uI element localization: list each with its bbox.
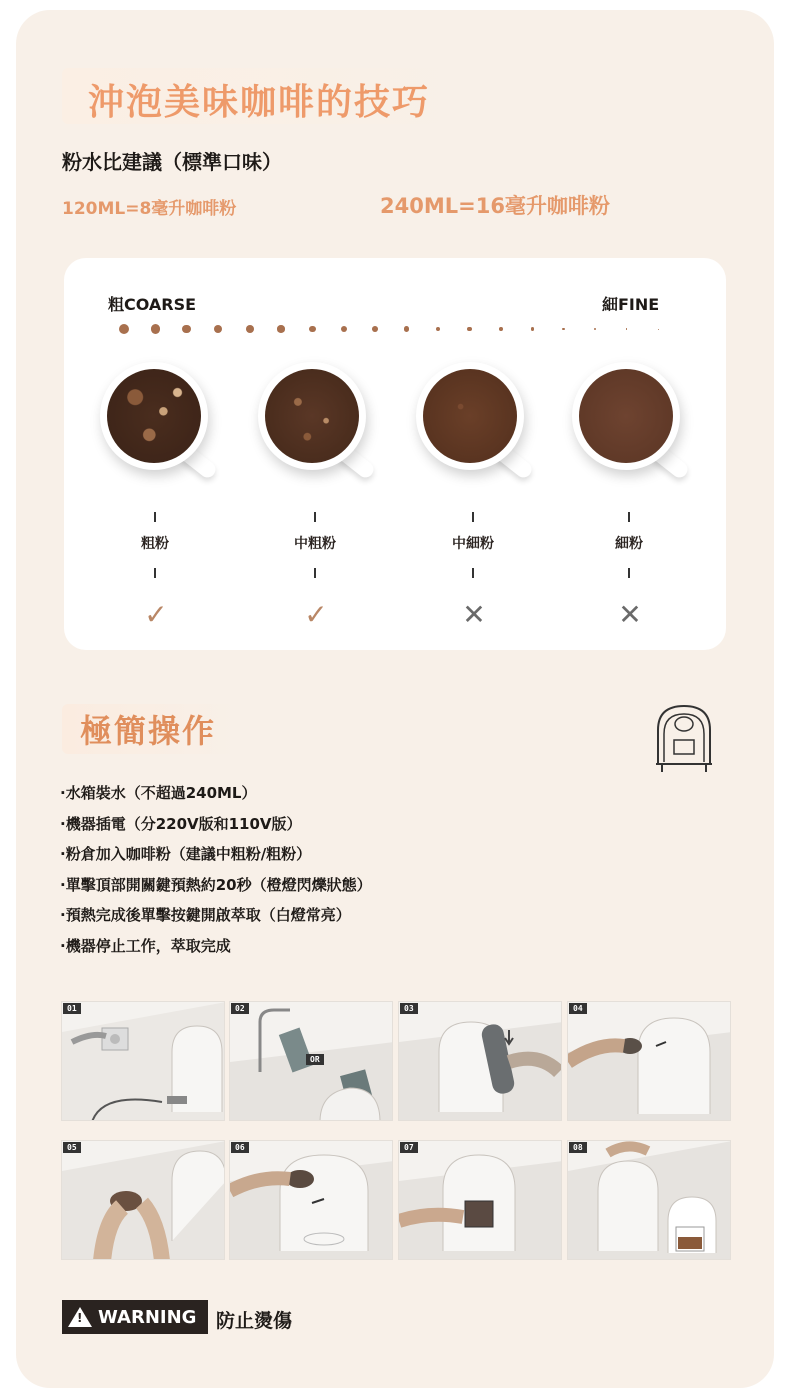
warning-label: WARNING: [98, 1306, 197, 1328]
ratio-large: 240ML=16毫升咖啡粉: [380, 194, 610, 218]
step-photo-07: [398, 1140, 562, 1260]
grind-dot: [531, 327, 534, 330]
step-photo-06: [229, 1140, 393, 1260]
step-number-badge: 02: [231, 1003, 249, 1014]
check-icon: ✓: [144, 598, 168, 631]
step-photo-04: [567, 1001, 731, 1121]
step-number-badge: 04: [569, 1003, 587, 1014]
cup-fine: [572, 362, 692, 482]
grind-dot: [658, 329, 659, 330]
cross-icon: ✕: [618, 598, 642, 631]
list-item: ·單擊頂部開關鍵預熱約20秒（橙燈閃爍狀態）: [60, 875, 372, 894]
fine-label: 細FINE: [602, 295, 660, 314]
grind-dot: [404, 326, 409, 331]
step-number-badge: 05: [63, 1142, 81, 1153]
list-item: ·水箱裝水（不超過240ML）: [60, 784, 257, 802]
grind-dot: [467, 327, 471, 331]
coffee-machine-icon: [644, 700, 724, 780]
step-number-badge: 01: [63, 1003, 81, 1014]
operation-steps: [60, 782, 372, 965]
grind-name-medium-coarse: 中粗粉: [294, 536, 336, 552]
grind-dot: [277, 325, 284, 332]
grind-dot: [119, 324, 129, 334]
step-number-badge: 08: [569, 1142, 587, 1153]
or-badge: OR: [306, 1054, 324, 1065]
list-item: ·預熱完成後單擊按鍵開啟萃取（白燈常亮）: [60, 906, 351, 924]
grind-name-fine: 細粉: [615, 536, 643, 552]
grind-name-coarse: 粗粉: [141, 536, 169, 552]
cross-icon: ✕: [462, 598, 486, 631]
operation-heading: 極簡操作: [80, 712, 217, 750]
page-title: 沖泡美味咖啡的技巧: [88, 82, 431, 123]
list-item: ·機器插電（分220V版和110V版）: [60, 814, 302, 833]
coarse-label: 粗COARSE: [108, 295, 197, 314]
step-number-badge: 03: [400, 1003, 418, 1014]
grind-dot: [341, 326, 347, 332]
cup-medium-coarse: [258, 362, 378, 482]
grind-dot: [499, 327, 503, 331]
grind-dot: [372, 326, 378, 332]
ratio-heading: 粉水比建議（標準口味）: [62, 150, 282, 174]
step-number-badge: 06: [231, 1142, 249, 1153]
ratio-small: 120ML=8毫升咖啡粉: [62, 199, 237, 219]
check-icon: ✓: [304, 598, 328, 631]
warning-badge: [62, 1300, 208, 1334]
warning-text: 防止燙傷: [216, 1310, 293, 1332]
step-photo-08: [567, 1140, 731, 1260]
warning-icon: !: [68, 1307, 92, 1327]
grind-dot: [151, 324, 160, 333]
step-photo-03: [398, 1001, 562, 1121]
cup-medium-fine: [416, 362, 536, 482]
step-photo-05: [61, 1140, 225, 1260]
step-photo-02: [229, 1001, 393, 1121]
list-item: ·粉倉加入咖啡粉（建議中粗粉/粗粉）: [60, 845, 312, 863]
grind-dot: [309, 326, 316, 333]
cup-coarse: [100, 362, 220, 482]
grind-name-medium-fine: 中細粉: [452, 536, 494, 552]
grind-dot: [246, 325, 254, 333]
list-item: ·機器停止工作，萃取完成: [60, 936, 231, 955]
step-photo-01: [61, 1001, 225, 1121]
step-number-badge: 07: [400, 1142, 418, 1153]
